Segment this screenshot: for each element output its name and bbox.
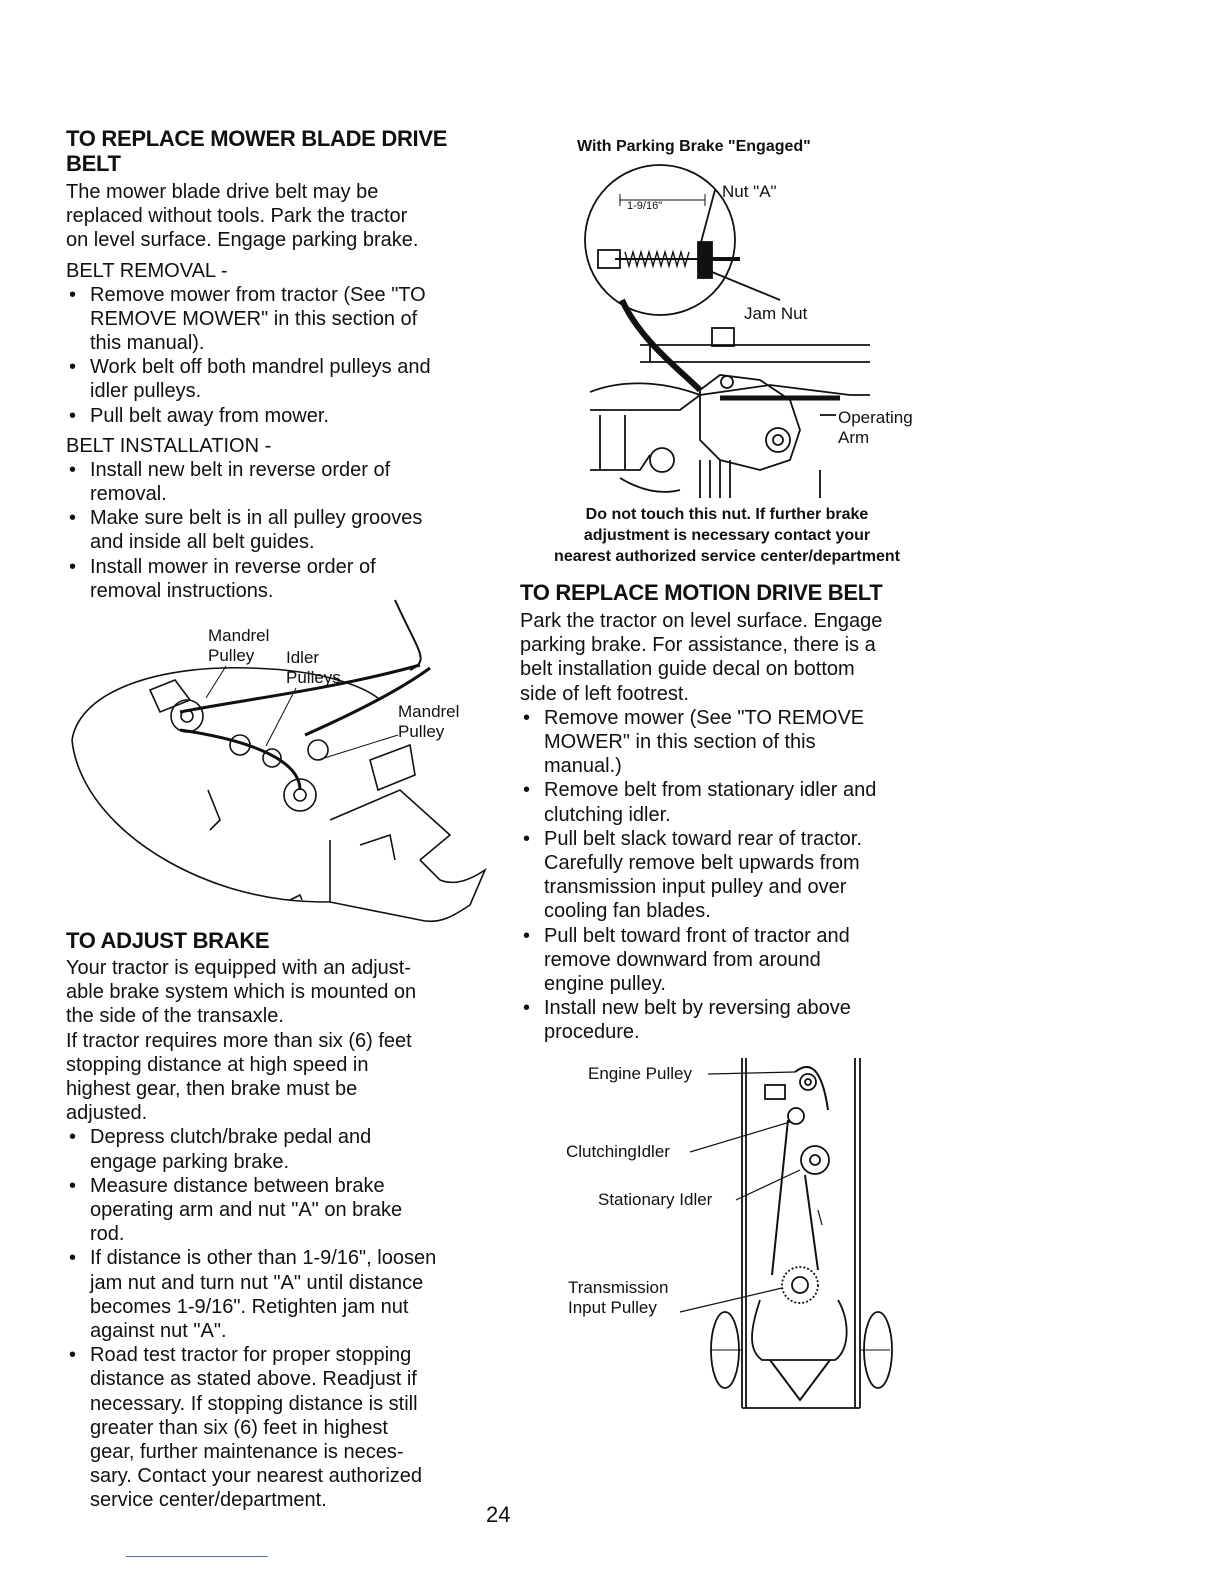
list-item: • Depress clutch/brake pedal and engage parking brake. [66,1125,496,1173]
list-item: • Pull belt away from mower. [66,404,486,428]
page-number: 24 [486,1502,511,1527]
list-item: • Pull belt slack toward rear of tractor. Carefully remove belt upwards from transmission input pulley and over cooling fan blades. [520,827,950,924]
operating-arm-label: Operating Arm [838,408,913,447]
transmission-input-pulley-label: Transmission Input Pulley [568,1278,669,1317]
replace-blade-intro: The mower blade drive belt may be replaced without tools. Park the tractor on level surface. Engage parking brake. [66,181,419,252]
jam-nut-label: Jam Nut [744,304,808,323]
list-item: • If distance is other than 1-9/16", loosen jam nut and turn nut "A" until distance becomes 1-9/16". Retighten jam nut against nut "A". [66,1246,496,1343]
belt-removal-label: BELT REMOVAL - [66,259,228,282]
brake-warning-caption: Do not touch this nut. If further brake adjustment is necessary contact your nearest authorized service center/department [554,506,900,565]
section-title-adjust-brake: TO ADJUST BRAKE [66,928,270,953]
engine-pulley-label: Engine Pulley [588,1064,692,1083]
belt-installation-label: BELT INSTALLATION - [66,434,272,457]
brake-figure-title: With Parking Brake "Engaged" [577,138,811,155]
list-item: • Remove mower (See "TO REMOVE MOWER" in this section of this manual.) [520,706,950,779]
clutching-idler-label: ClutchingIdler [566,1142,670,1161]
adjust-brake-intro: Your tractor is equipped with an adjust- able brake system which is mounted on the side of the transaxle. If tractor requires more than six (6) feet stopping distance at high speed in highest gear, then brake must be adjusted. [66,957,417,1125]
section-title-replace-blade-belt: TO REPLACE MOWER BLADE DRIVE BELT [66,126,448,176]
list-item: • Work belt off both mandrel pulleys and idler pulleys. [66,355,486,403]
list-item: • Pull belt toward front of tractor and remove downward from around engine pulley. [520,924,950,997]
mandrel-pulley-left-label: Mandrel Pulley [208,626,270,665]
list-item: • Make sure belt is in all pulley grooves and inside all belt guides. [66,506,486,554]
idler-pulleys-label: Idler Pulleys [286,648,341,687]
list-item: • Remove belt from stationary idler and clutching idler. [520,778,950,826]
mandrel-pulley-right-label: Mandrel Pulley [398,702,460,741]
list-item: • Install mower in reverse order of removal instructions. [66,555,486,603]
list-item: • Install new belt in reverse order of removal. [66,458,486,506]
list-item: • Measure distance between brake operating arm and nut "A" on brake rod. [66,1174,496,1247]
nut-a-label: Nut "A" [722,182,777,201]
dimension-label: 1-9/16" [627,200,663,212]
footer-divider [126,1556,268,1557]
list-item: • Road test tractor for proper stopping distance as stated above. Readjust if necessary. If stopping distance is still greater than six (6) feet in highest gear, further maintenance is neces- sary. Contact your nearest authorized service center/department. [66,1343,496,1512]
list-item: • Install new belt by reversing above procedure. [520,996,950,1044]
motion-belt-intro: Park the tractor on level surface. Engage parking brake. For assistance, there is a belt installation guide decal on bottom side of left footrest. [520,610,883,705]
list-item: • Remove mower from tractor (See "TO REMOVE MOWER" in this section of this manual). [66,283,486,356]
section-title-motion-belt: TO REPLACE MOTION DRIVE BELT [520,580,883,605]
stationary-idler-label: Stationary Idler [598,1190,713,1209]
